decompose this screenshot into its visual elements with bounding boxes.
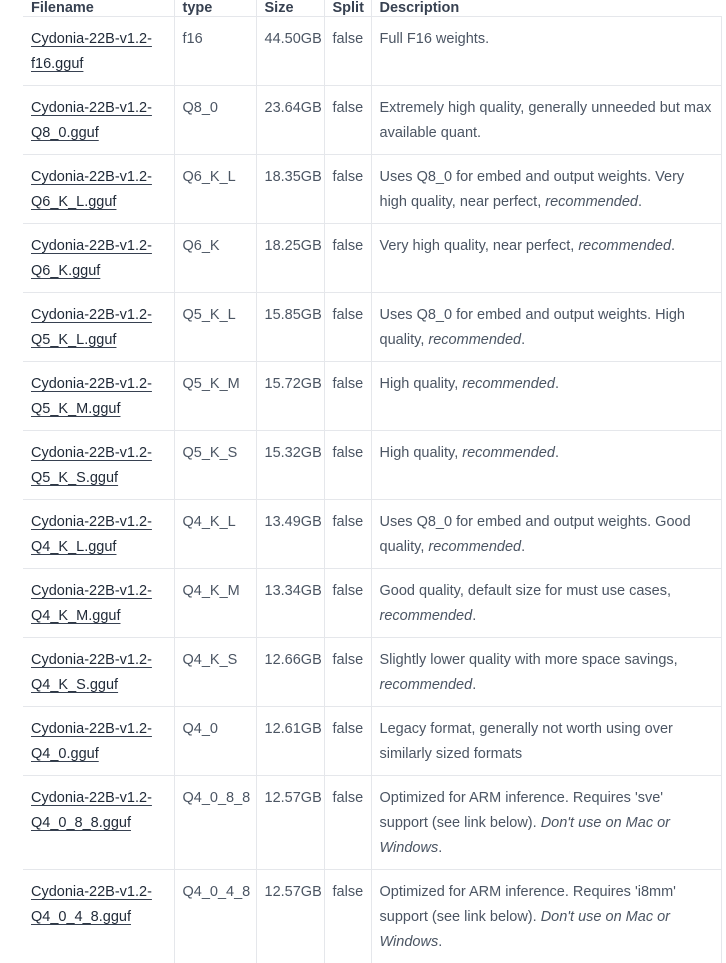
file-size-cell: 12.66GB [256,638,324,707]
description-cell [371,638,721,707]
filename-part-2: Q4_K_M.gguf [31,608,120,624]
filename-cell [23,776,174,870]
description-end: . [555,376,559,392]
file-size-cell: 44.50GB [256,17,324,86]
split-cell: false [324,638,371,707]
filename-part-2: f16.gguf [31,56,83,72]
split-cell: false [324,870,371,963]
description-end: . [438,840,442,856]
header-file-size: Size [256,0,324,17]
file-size-cell: 18.25GB [256,224,324,293]
description-text: Legacy format, generally not worth using over similarly sized formats [380,721,673,762]
file-size-cell: 12.57GB [256,776,324,870]
file-download-link[interactable] [31,514,152,555]
description-cell [371,224,721,293]
table-row [23,870,721,963]
filename-part-1: Cydonia-22B-v1.2- [31,100,152,116]
description-emphasis: recommended [428,332,521,348]
file-download-link[interactable] [31,790,152,831]
file-size-cell: 23.64GB [256,86,324,155]
filename-part-1: Cydonia-22B-v1.2- [31,445,152,461]
description-emphasis: recommended [462,445,555,461]
description-emphasis: recommended [545,194,638,210]
filename-part-2: Q5_K_L.gguf [31,332,116,348]
description-end: . [472,608,476,624]
description-cell [371,362,721,431]
filename-part-2: Q5_K_M.gguf [31,401,120,417]
description-emphasis: recommended [428,539,521,555]
file-download-link[interactable] [31,376,152,417]
file-size-cell: 15.85GB [256,293,324,362]
quant-type-cell: Q6_K [174,224,256,293]
quant-files-table [23,0,722,963]
file-download-link[interactable] [31,238,152,279]
filename-cell [23,17,174,86]
filename-cell [23,86,174,155]
filename-cell [23,293,174,362]
filename-part-1: Cydonia-22B-v1.2- [31,583,152,599]
filename-part-2: Q5_K_S.gguf [31,470,118,486]
filename-cell [23,870,174,963]
header-description: Description [371,0,721,17]
description-text: Very high quality, near perfect, [380,238,579,254]
filename-part-2: Q4_0_8_8.gguf [31,815,131,831]
table-row [23,86,721,155]
file-size-cell: 13.49GB [256,500,324,569]
split-cell: false [324,362,371,431]
description-cell [371,707,721,776]
table-row [23,155,721,224]
quant-type-cell: Q4_0_8_8 [174,776,256,870]
header-quant-type: type [174,0,256,17]
filename-cell [23,707,174,776]
file-download-link[interactable] [31,31,152,72]
filename-part-2: Q6_K_L.gguf [31,194,116,210]
quant-files-table-container [23,0,723,963]
filename-cell [23,569,174,638]
filename-part-2: Q4_0_4_8.gguf [31,909,131,925]
table-row [23,431,721,500]
table-row [23,707,721,776]
quant-type-cell: Q4_K_L [174,500,256,569]
file-size-cell: 18.35GB [256,155,324,224]
table-row [23,569,721,638]
description-text: Optimized for ARM inference. Requires 'sve' support (see link below). [380,790,664,831]
description-text: Full F16 weights. [380,31,490,47]
filename-part-1: Cydonia-22B-v1.2- [31,514,152,530]
split-cell: false [324,431,371,500]
table-row [23,638,721,707]
description-cell [371,431,721,500]
description-text: Uses Q8_0 for embed and output weights. Very high quality, near perfect, [380,169,685,210]
table-row [23,224,721,293]
split-cell: false [324,17,371,86]
description-end: . [521,332,525,348]
filename-cell [23,638,174,707]
file-download-link[interactable] [31,652,152,693]
split-cell: false [324,293,371,362]
filename-part-1: Cydonia-22B-v1.2- [31,376,152,392]
quant-type-cell: Q5_K_M [174,362,256,431]
description-emphasis: recommended [380,677,473,693]
quant-type-cell: Q4_K_S [174,638,256,707]
description-text: Optimized for ARM inference. Requires 'i8mm' support (see link below). [380,884,676,925]
description-emphasis: recommended [462,376,555,392]
table-body [23,17,721,963]
file-size-cell: 13.34GB [256,569,324,638]
description-emphasis: Don't use on Mac or Windows [380,815,671,856]
description-text: High quality, [380,445,463,461]
file-size-cell: 15.32GB [256,431,324,500]
filename-part-1: Cydonia-22B-v1.2- [31,884,152,900]
description-cell [371,155,721,224]
file-size-cell: 15.72GB [256,362,324,431]
header-split: Split [324,0,371,17]
filename-part-2: Q6_K.gguf [31,263,100,279]
description-cell [371,870,721,963]
filename-part-2: Q8_0.gguf [31,125,99,141]
description-end: . [438,934,442,950]
header-filename: Filename [23,0,174,17]
filename-part-1: Cydonia-22B-v1.2- [31,721,152,737]
file-download-link[interactable] [31,307,152,348]
filename-part-1: Cydonia-22B-v1.2- [31,31,152,47]
description-cell [371,776,721,870]
split-cell: false [324,569,371,638]
description-end: . [521,539,525,555]
quant-type-cell: Q4_K_M [174,569,256,638]
filename-part-1: Cydonia-22B-v1.2- [31,652,152,668]
quant-type-cell: Q5_K_S [174,431,256,500]
description-cell [371,86,721,155]
split-cell: false [324,500,371,569]
table-row [23,17,721,86]
description-emphasis: recommended [380,608,473,624]
file-download-link[interactable] [31,100,152,141]
file-download-link[interactable] [31,445,152,486]
split-cell: false [324,86,371,155]
table-row [23,362,721,431]
description-emphasis: Don't use on Mac or Windows [380,909,671,950]
description-cell [371,17,721,86]
file-size-cell: 12.57GB [256,870,324,963]
quant-type-cell: Q8_0 [174,86,256,155]
split-cell: false [324,707,371,776]
description-text: Good quality, default size for must use cases, [380,583,672,599]
quant-type-cell: Q5_K_L [174,293,256,362]
description-cell [371,569,721,638]
file-download-link[interactable] [31,721,152,762]
filename-part-1: Cydonia-22B-v1.2- [31,169,152,185]
quant-type-cell: Q4_0_4_8 [174,870,256,963]
description-end: . [555,445,559,461]
description-text: Uses Q8_0 for embed and output weights. Good quality, [380,514,691,555]
split-cell: false [324,155,371,224]
description-text: Extremely high quality, generally unneeded but max available quant. [380,100,712,141]
filename-part-2: Q4_0.gguf [31,746,99,762]
description-end: . [671,238,675,254]
quant-type-cell: Q6_K_L [174,155,256,224]
file-download-link[interactable] [31,884,152,925]
table-row [23,293,721,362]
filename-part-1: Cydonia-22B-v1.2- [31,238,152,254]
description-end: . [472,677,476,693]
filename-part-2: Q4_K_L.gguf [31,539,116,555]
description-text: High quality, [380,376,463,392]
description-cell [371,500,721,569]
description-emphasis: recommended [578,238,671,254]
filename-cell [23,155,174,224]
quant-type-cell: Q4_0 [174,707,256,776]
quant-type-cell: f16 [174,17,256,86]
description-text: Uses Q8_0 for embed and output weights. High quality, [380,307,685,348]
filename-part-1: Cydonia-22B-v1.2- [31,307,152,323]
filename-cell [23,500,174,569]
header-row [23,0,721,17]
table-header [23,0,721,17]
filename-cell [23,224,174,293]
file-size-cell: 12.61GB [256,707,324,776]
filename-part-1: Cydonia-22B-v1.2- [31,790,152,806]
filename-cell [23,431,174,500]
split-cell: false [324,224,371,293]
table-row [23,500,721,569]
filename-part-2: Q4_K_S.gguf [31,677,118,693]
description-end: . [638,194,642,210]
description-text: Slightly lower quality with more space savings, [380,652,678,668]
table-row [23,776,721,870]
description-cell [371,293,721,362]
filename-cell [23,362,174,431]
split-cell: false [324,776,371,870]
file-download-link[interactable] [31,169,152,210]
file-download-link[interactable] [31,583,152,624]
